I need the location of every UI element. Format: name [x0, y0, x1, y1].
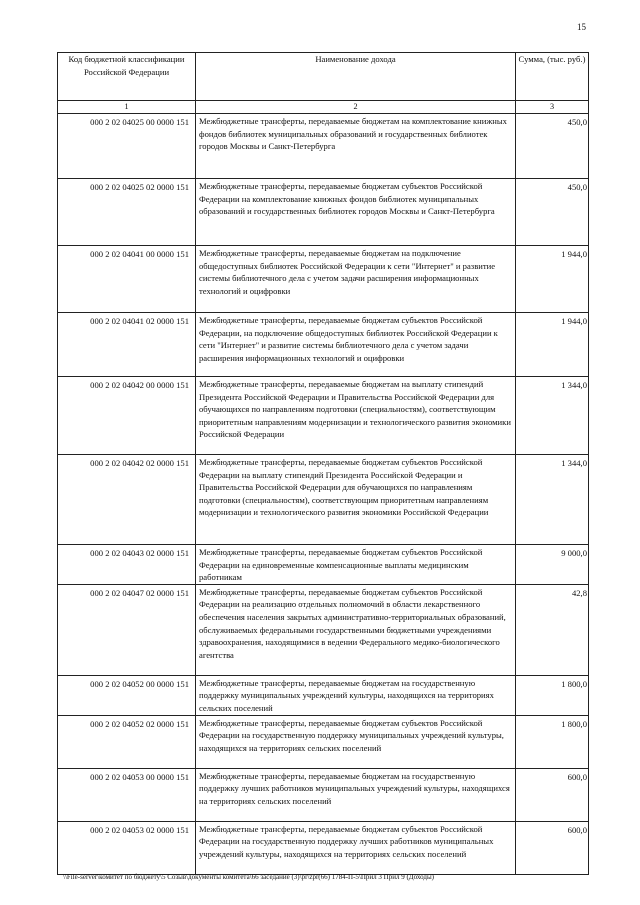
column-number-3: 3	[516, 101, 589, 114]
row-name: Межбюджетные трансферты, передаваемые бюджетам субъектов Российской Федерации на выплату стипендий Президента Российской Федерации и Правительства Российской Федерации для обучающихся по направлениям подготовки (специальностям), соответствующим приоритетным направлениям модернизации и технологического развития экономики Российской Федерации	[196, 455, 516, 545]
table-row	[58, 179, 589, 246]
row-name: Межбюджетные трансферты, передаваемые бюджетам на подключение общедоступных библиотек Российской Федерации к сети "Интернет" и развитие системы библиотечного дела с учетом задачи расширения информационных технологий и оцифровки	[196, 246, 516, 313]
row-amount: 600,0	[516, 821, 589, 874]
row-amount: 1 800,0	[516, 675, 589, 715]
row-amount: 1 800,0	[516, 715, 589, 768]
row-code: 000 2 02 04025 02 0000 151	[58, 179, 196, 246]
row-amount: 42,8	[516, 584, 589, 675]
row-code: 000 2 02 04053 00 0000 151	[58, 768, 196, 821]
table-row	[58, 545, 589, 585]
table-row	[58, 455, 589, 545]
row-amount: 1 344,0	[516, 377, 589, 455]
row-code: 000 2 02 04025 00 0000 151	[58, 114, 196, 179]
row-code: 000 2 02 04041 00 0000 151	[58, 246, 196, 313]
row-amount: 9 000,0	[516, 545, 589, 585]
row-name: Межбюджетные трансферты, передаваемые бюджетам на выплату стипендий Президента Российской Федерации и Правительства Российской Федерации для обучающихся по направлениям подготовки (специальностям), соответствующим приоритетным направлениям модернизации и технологического развития экономики Российской Федерации	[196, 377, 516, 455]
row-amount: 450,0	[516, 114, 589, 179]
row-code: 000 2 02 04042 02 0000 151	[58, 455, 196, 545]
row-code: 000 2 02 04043 02 0000 151	[58, 545, 196, 585]
row-amount: 1 344,0	[516, 455, 589, 545]
row-code: 000 2 02 04052 02 0000 151	[58, 715, 196, 768]
row-name: Межбюджетные трансферты, передаваемые бюджетам субъектов Российской Федерации, на подключение общедоступных библиотек Российской Федерации к сети "Интернет" и развитие системы библиотечного дела с учетом задачи расширения информационных технологий и оцифровки	[196, 313, 516, 377]
table-row	[58, 768, 589, 821]
row-name: Межбюджетные трансферты, передаваемые бюджетам субъектов Российской Федерации на единовременные компенсационные выплаты медицинским работникам	[196, 545, 516, 585]
table-row	[58, 377, 589, 455]
page-number: 15	[577, 22, 586, 32]
column-number-2: 2	[196, 101, 516, 114]
row-name: Межбюджетные трансферты, передаваемые бюджетам субъектов Российской Федерации на комплектование книжных фондов библиотек муниципальных образований и государственных библиотек городов Москвы и Санкт-Петербурга	[196, 179, 516, 246]
file-path-footer: \\File-server\комитет по бюджету\5 Созыв\документы комитета\66 заседание (3)\pr\zpr(66) 1784-П-5\Прил 3 Прил 9 (Доходы)	[63, 873, 435, 881]
table-row	[58, 313, 589, 377]
row-name: Межбюджетные трансферты, передаваемые бюджетам на государственную поддержку лучших работников муниципальных учреждений культуры, находящихся на территориях сельских поселений	[196, 768, 516, 821]
row-amount: 1 944,0	[516, 313, 589, 377]
row-code: 000 2 02 04052 00 0000 151	[58, 675, 196, 715]
table-row	[58, 675, 589, 715]
row-code: 000 2 02 04042 00 0000 151	[58, 377, 196, 455]
table-row	[58, 584, 589, 675]
row-code: 000 2 02 04053 02 0000 151	[58, 821, 196, 874]
row-amount: 600,0	[516, 768, 589, 821]
table-row	[58, 821, 589, 874]
row-name: Межбюджетные трансферты, передаваемые бюджетам субъектов Российской Федерации на государственную поддержку муниципальных учреждений культуры, находящихся на территориях сельских поселений	[196, 715, 516, 768]
row-code: 000 2 02 04047 02 0000 151	[58, 584, 196, 675]
row-name: Межбюджетные трансферты, передаваемые бюджетам на комплектование книжных фондов библиотек муниципальных образований и государственных библиотек городов Москвы и Санкт-Петербурга	[196, 114, 516, 179]
row-amount: 450,0	[516, 179, 589, 246]
header-code: Код бюджетной классификации Российской Федерации	[58, 53, 196, 101]
table-row	[58, 114, 589, 179]
header-name: Наименование дохода	[196, 53, 516, 101]
row-code: 000 2 02 04041 02 0000 151	[58, 313, 196, 377]
row-name: Межбюджетные трансферты, передаваемые бюджетам субъектов Российской Федерации на государственную поддержку лучших работников муниципальных учреждений культуры, находящихся на территориях сельских поселений	[196, 821, 516, 874]
header-amount: Сумма, (тыс. руб.)	[516, 53, 589, 101]
row-amount: 1 944,0	[516, 246, 589, 313]
table-row	[58, 715, 589, 768]
budget-revenue-table	[57, 52, 589, 875]
table-header-row	[58, 53, 589, 101]
row-name: Межбюджетные трансферты, передаваемые бюджетам субъектов Российской Федерации на реализацию отдельных полномочий в области лекарственного обеспечения населения закрытых административно-территориальных образований, обслуживаемых федеральными государственными бюджетными учреждениями здравоохранения, находящимися в ведении Федерального медико-биологического агентства	[196, 584, 516, 675]
table-row	[58, 246, 589, 313]
column-number-row	[58, 101, 589, 114]
column-number-1: 1	[58, 101, 196, 114]
row-name: Межбюджетные трансферты, передаваемые бюджетам на государственную поддержку муниципальных учреждений культуры, находящихся на территориях сельских поселений	[196, 675, 516, 715]
